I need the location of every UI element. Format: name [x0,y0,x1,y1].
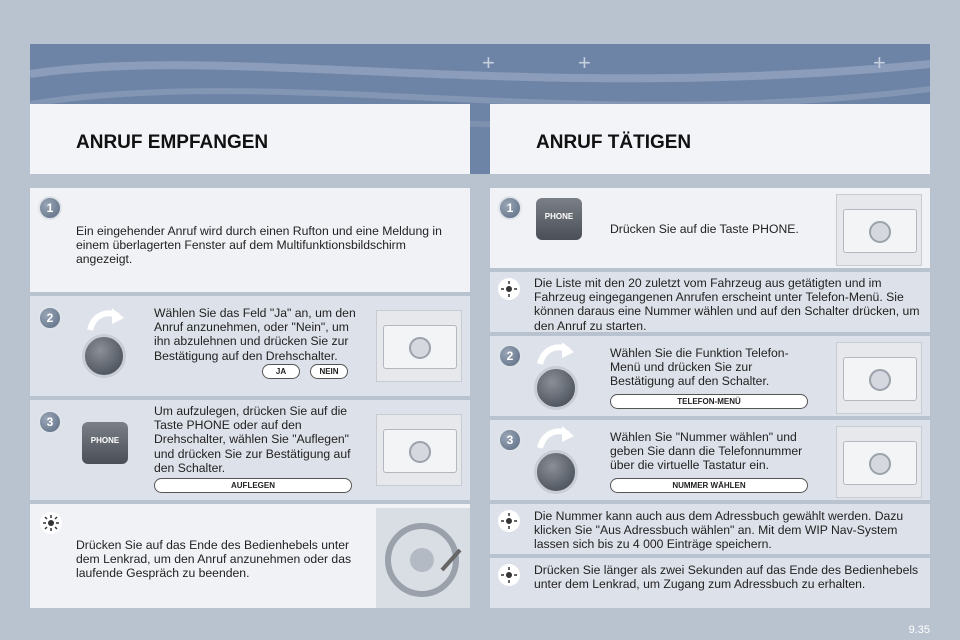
hang-up-button[interactable]: AUFLEGEN [154,478,352,493]
left-step3-panel [30,400,470,500]
step-number-badge: 1 [38,196,62,220]
step-text: Wählen Sie die Funktion Telefon-Menü und drücken Sie zur Bestätigung auf den Schalter. [610,346,789,389]
step-number-badge: 3 [498,428,522,452]
right-step1-panel [490,188,930,268]
left-step2-panel [30,296,470,396]
radio-unit-icon [836,342,922,414]
curved-arrow-icon [86,306,126,332]
step-text: Um aufzulegen, drücken Sie auf die Taste PHONE oder auf den Drehschalter, wählen Sie "Auflegen" und drücken Sie zur Bestätigung auf den Schalter. [154,404,351,475]
lightbulb-icon [498,278,520,300]
steering-wheel-image [376,508,470,608]
lightbulb-icon [498,564,520,586]
telefon-menu-button[interactable]: TELEFON-MENÜ [610,394,808,409]
page-number: 9.35 [908,624,930,636]
step-number-badge: 3 [38,410,62,434]
left-tip-panel [30,504,470,608]
step-text: Wählen Sie das Feld "Ja" an, um den Anruf anzunehmen, oder "Nein", um ihn abzulehnen und drücken Sie zur Bestätigung auf den Drehschalter. [154,306,356,363]
curved-arrow-icon [536,340,576,366]
radio-unit-icon [836,426,922,498]
step-text: Wählen Sie "Nummer wählen" und geben Sie dann die Telefonnummer über die virtuelle Tastatur ein. [610,430,803,473]
right-title-tab [490,104,930,174]
right-tip2-panel [490,504,930,554]
right-step2-panel [490,336,930,416]
lightbulb-icon [498,510,520,532]
step-number-badge: 2 [498,344,522,368]
plus-icon: + [873,50,886,75]
phone-button-icon: PHONE [536,198,582,240]
radio-unit-icon [376,414,462,486]
right-step3-panel [490,420,930,500]
right-tip1-panel [490,272,930,332]
step-text: Ein eingehender Anruf wird durch einen Rufton und eine Meldung in einem überlagerten Fenster auf dem Multifunktionsbildschirm angezeigt. [76,224,442,267]
lightbulb-icon [40,512,62,534]
rotary-knob-icon [82,334,126,378]
section-title-call: ANRUF TÄTIGEN [536,132,692,153]
yes-button[interactable]: JA [262,364,300,379]
tip-text: Die Nummer kann auch aus dem Adressbuch gewählt werden. Dazu klicken Sie "Aus Adressbuch wählen" an. Mit dem WIP Nav-System lassen sich bis zu 4 000 Einträge speichern. [534,509,904,552]
rotary-knob-icon [534,450,578,494]
tip-text: Drücken Sie auf das Ende des Bedienhebels unter dem Lenkrad, um den Anruf anzunehmen oder das laufende Gespräch zu beenden. [76,538,352,581]
tip-text: Die Liste mit den 20 zuletzt vom Fahrzeug aus getätigten und im Fahrzeug eingegangenen Anrufen erscheint unter Telefon-Menü. Sie können daraus eine Nummer wählen und auf den Schalter drücken, um den Anruf zu starten. [534,276,920,333]
step-number-badge: 1 [498,196,522,220]
radio-unit-icon [376,310,462,382]
no-button[interactable]: NEIN [310,364,348,379]
rotary-knob-icon [534,366,578,410]
step-text: Drücken Sie auf die Taste PHONE. [610,222,799,236]
phone-button-icon: PHONE [82,422,128,464]
radio-unit-icon [836,194,922,266]
nummer-waehlen-button[interactable]: NUMMER WÄHLEN [610,478,808,493]
right-tip3-panel [490,558,930,608]
left-title-tab [30,104,470,174]
plus-icon: + [482,50,495,75]
curved-arrow-icon [536,424,576,450]
tip-text: Drücken Sie länger als zwei Sekunden auf das Ende des Bedienhebels unter dem Lenkrad, um Zugang zum Adressbuch zu erhalten. [534,563,919,592]
left-step1-panel [30,188,470,292]
plus-icon: + [578,50,591,75]
step-number-badge: 2 [38,306,62,330]
section-title-receive: ANRUF EMPFANGEN [76,132,269,153]
